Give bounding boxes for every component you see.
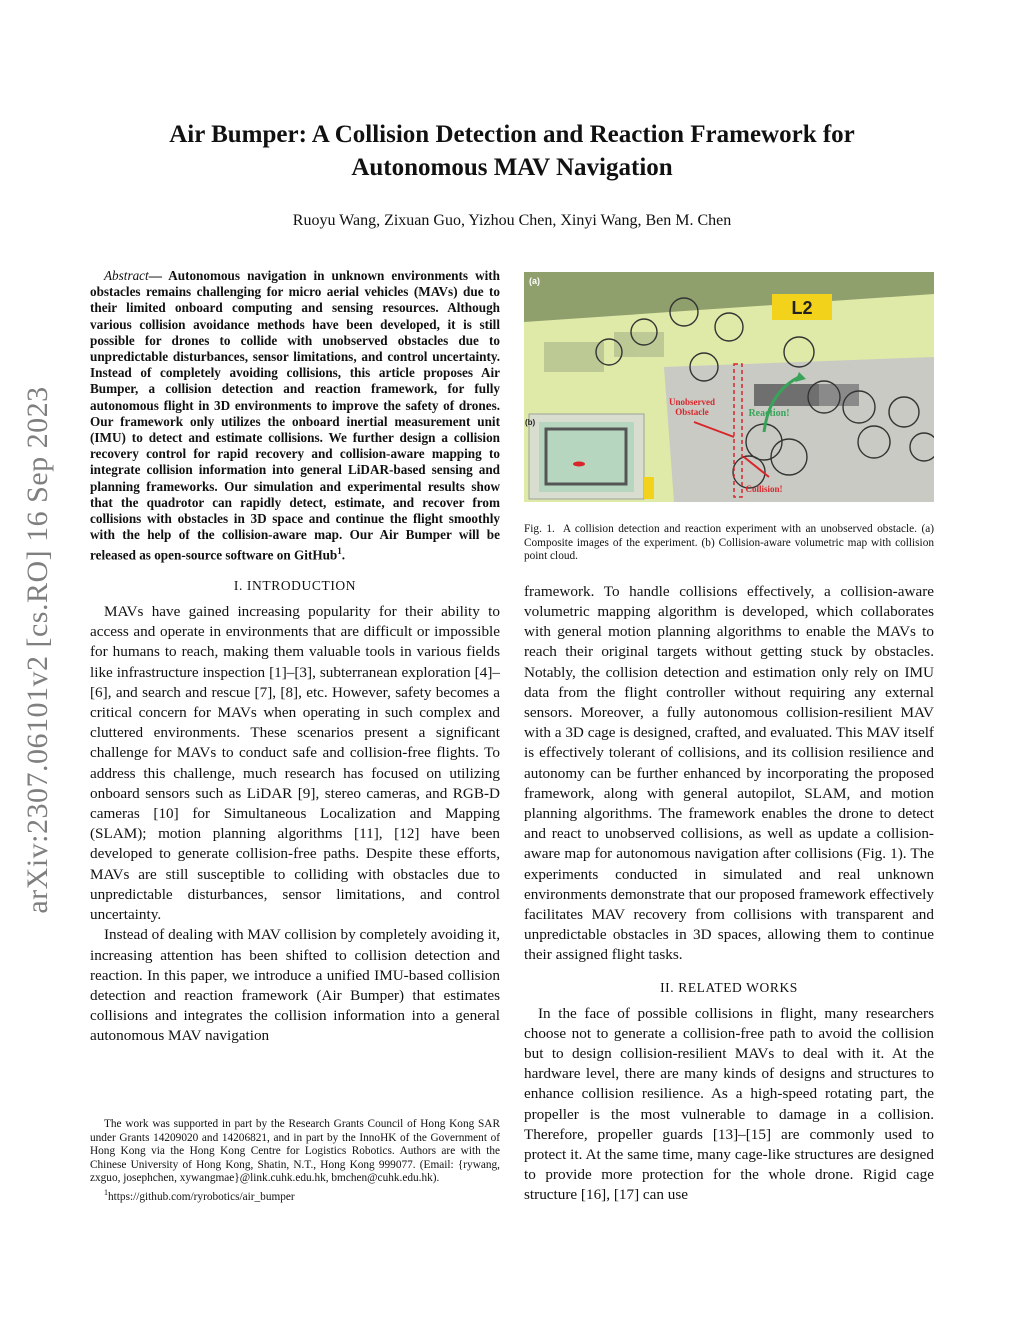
caption-number: Fig. 1. xyxy=(524,523,555,535)
github-footnote-mark: 1 xyxy=(104,1187,108,1197)
sign-text: L2 xyxy=(791,298,813,318)
right-column xyxy=(524,268,934,1206)
unobserved-label-line-1: Unobserved xyxy=(668,397,716,407)
author-list: Ruoyu Wang, Zixuan Guo, Yizhou Chen, Xinyi Wang, Ben M. Chen xyxy=(292,212,732,229)
abstract-text: Autonomous navigation in unknown environments with obstacles remains challenging for micro aerial vehicles (MAVs) due to their limited onboard computing and sensing resources. Although various collision avoidance methods have been developed, it is still possible for drones to collide with unobserved obstacles due to unpredictable disturbances, sensor limitations, and control uncertainty. Instead of completely avoiding collisions, this article proposes Air Bumper, a collision detection and reaction framework, for fully autonomous flight in 3D environments to improve the safety of drones. Our framework only utilizes the onboard inertial measurement unit (IMU) to detect and estimate collisions. We further design a collision recovery control for rapid recovery and collision-aware mapping to integrate collision information into general LiDAR-based sensing and planning frameworks. Our simulation and experimental results show that the quadrotor can rapidly detect, estimate, and recover from collisions with obstacles in 3D space and continue the flight smoothly with the help of the collision-aware map. Our Air Bumper will be released as open-source software on GitHub xyxy=(90,268,500,563)
section-heading-introduction: I. INTRODUCTION xyxy=(233,578,357,594)
right-column-body xyxy=(524,582,934,966)
left-column xyxy=(90,268,500,1047)
collision-label: Collision! xyxy=(745,484,783,494)
funding-footnote: The work was supported in part by the Research Grants Council of Hong Kong SAR under Grants 14209020 and 14206821, and in part by the InnoHK of the Government of Hong Kong via the Hong Kong Centre for Logistics Robotics. Authors are with the Chinese University of Hong Kong, Shatin, N.T., Hong Kong 999077. (Email: {rywang, zxguo, josephchen, xywangmae}@link.cuhk.edu.hk, bmchen@cuhk.edu.hk). xyxy=(90,1118,500,1185)
arxiv-sidebar xyxy=(18,350,58,950)
floor-marker xyxy=(644,477,654,499)
floor-patch xyxy=(544,342,604,372)
abstract-label: Abstract xyxy=(104,268,149,283)
github-footnote-link[interactable]: https://github.com/ryrobotics/air_bumper xyxy=(108,1190,295,1203)
unobserved-label-line-2: Obstacle xyxy=(675,407,709,417)
section-heading-related-works: II. RELATED WORKS xyxy=(660,979,798,995)
figure-1-illustration xyxy=(524,272,934,502)
title-line-2: Autonomous MAV Navigation xyxy=(351,154,673,181)
footnotes xyxy=(90,1118,500,1204)
intro-paragraph-1: MAVs have gained increasing popularity for their ability to access and operate in environments that are difficult or impossible for humans to reach, making them valuable tools in various fields like infrastructure inspection [1]–[3], subterranean exploration [4]–[6], and search and rescue [7], [8], etc. However, safety becomes a critical concern for MAVs when operating in such complex and cluttered environments. These scenarios present a significant challenge for MAVs to conduct safe and collision-free flights. To address this challenge, much research has focused on utilizing onboard sensors such as LiDAR [9], stereo cameras, and RGB-D cameras [10] for Simultaneous Localization and Mapping (SLAM); motion planning algorithms [11], [12] have been developed to generate collision-free paths. Despite these efforts, MAVs are still susceptible to colliding with obstacles due to unpredictable disturbances, sensor limitations, and control uncertainty. xyxy=(90,603,500,924)
figure-label-b: (b) xyxy=(525,418,536,427)
intro-paragraph-2: Instead of dealing with MAV collision by completely avoiding it, increasing attention has been shifted to collision detection and reaction. In this paper, we introduce a unified IMU-based collision detection and reaction framework (Air Bumper) that estimates collisions and integrates the collision information into a general autonomous MAV navigation xyxy=(90,926,500,1045)
abstract-dash: — xyxy=(148,268,162,283)
abstract-footnote-mark: 1 xyxy=(337,546,342,557)
introduction-body xyxy=(90,602,500,1046)
reaction-label: Reaction! xyxy=(748,408,790,419)
paper-title xyxy=(110,118,914,184)
title-line-1: Air Bumper: A Collision Detection and Reaction Framework for xyxy=(169,121,855,148)
arxiv-identifier: arXiv:2307.06101v2 [cs.RO] 16 Sep 2023 xyxy=(21,386,54,914)
related-paragraph-1: In the face of possible collisions in flight, many researchers choose not to generate a collision-free path to avoid the collision but to design collision-resilient MAVs to deal with it. At the hardware level, there are many kinds of designs and structures to enhance collision resilience. As a high-speed rotating part, the propeller is the most vulnerable to damage in a collision. Therefore, propeller guards [13]–[15] are commonly used to protect it. At the same time, many cage-like structures are designed to provide more protection for the whole drone. Rigid cage structure [16], [17] can use xyxy=(524,1004,934,1204)
abstract-end: . xyxy=(341,547,346,563)
right-paragraph-1: framework. To handle collisions effectively, a collision-aware volumetric mapping algorithm is developed, which collaborates with general motion planning algorithms to enable the MAVs to reach their original targets without getting stuck by obstacles. Notably, the collision detection and estimation only rely on IMU data from the flight controller without requiring any external sensors. Moreover, a fully autonomous collision-resilient MAV with a 3D cage is designed, crafted, and evaluated. This MAV itself is effectively tolerant of collisions, and its collision resilience and autonomy can be further enhanced by incorporating the proposed framework, along with general autopilot, SLAM, and motion planning algorithms. The framework enables the drone to detect and react to unobserved collisions, as well as update a collision-aware map for autonomous navigation after collisions (Fig. 1). The experiments conducted in simulated and real unknown environments demonstrate that our proposed framework effectively facilitates MAV recovery from collisions with transparent and unpredictable obstacles in 3D spaces, allowing them to continue their assigned flight tasks. xyxy=(524,582,934,964)
collision-point-cloud xyxy=(573,462,585,467)
caption-text: A collision detection and reaction experiment with an unobserved obstacle. (a) Composite images of the experiment. (b) Collision-aware volumetric map with collision point cloud. xyxy=(524,523,934,563)
abstract xyxy=(90,268,500,564)
figure-label-a: (a) xyxy=(529,276,540,286)
inset-map xyxy=(539,422,634,492)
figure-1 xyxy=(524,272,934,502)
figure-1-caption xyxy=(524,523,934,564)
related-works-body xyxy=(524,1004,934,1206)
